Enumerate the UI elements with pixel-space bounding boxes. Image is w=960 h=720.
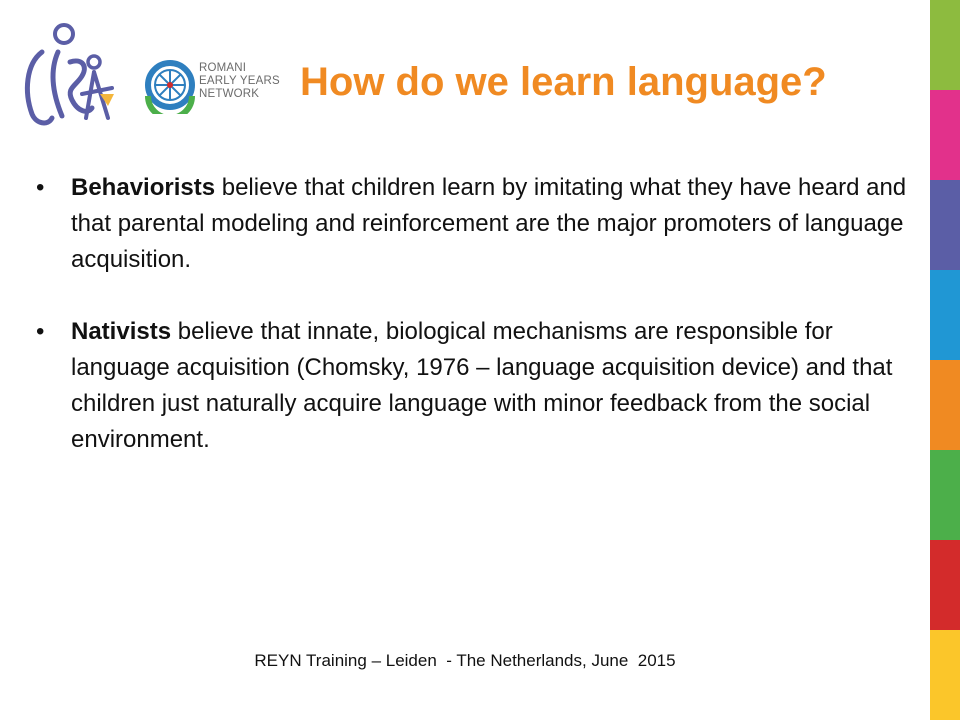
issa-logo-icon (22, 22, 122, 130)
reyn-line-2: EARLY YEARS (199, 75, 280, 87)
slide-title: How do we learn language? (300, 60, 827, 104)
color-segment (930, 90, 960, 180)
color-segment (930, 270, 960, 360)
bullet-item-behaviorists (36, 170, 916, 278)
color-segment (930, 0, 960, 90)
bullet-marker: • (36, 318, 45, 345)
reyn-logo (144, 56, 292, 114)
reyn-logo-text (199, 62, 280, 101)
romani-wheel-icon (144, 56, 196, 114)
bullet-text: believe that children learn by imitating what they have heard and that parental modeling and reinforcement are the major promoters of language acquisition. (71, 174, 907, 273)
bullet-marker: • (36, 174, 45, 201)
bullet-text: believe that innate, biological mechanisms are responsible for language acquisition (Chomsky, 1976 – language acquisition device) and that children just naturally acquire language with minor feedback from the social environment. (71, 318, 893, 453)
bullet-term: Behaviorists (71, 174, 216, 201)
reyn-line-1: ROMANI (199, 62, 247, 74)
color-segment (930, 360, 960, 450)
bullet-item-nativists (36, 314, 916, 458)
bullet-term: Nativists (71, 318, 172, 345)
bullet-list (36, 170, 916, 494)
reyn-line-3: NETWORK (199, 88, 260, 100)
color-sidebar (930, 0, 960, 720)
color-segment (930, 540, 960, 630)
color-segment (930, 450, 960, 540)
slide-footer: REYN Training – Leiden - The Netherlands, June 2015 (254, 651, 676, 670)
color-segment (930, 630, 960, 720)
color-segment (930, 180, 960, 270)
